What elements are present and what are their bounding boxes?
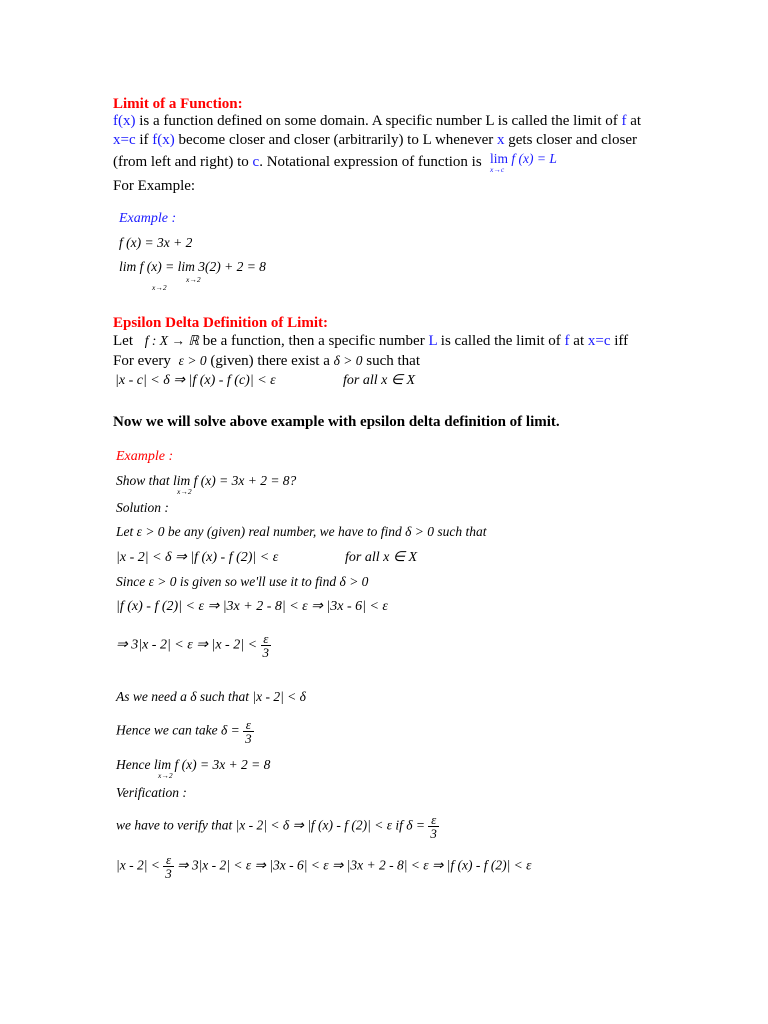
example2-hence-sub: x→2 bbox=[158, 771, 173, 780]
fraction-denominator: 3 bbox=[165, 866, 172, 881]
text-span: is called the limit of bbox=[440, 333, 561, 349]
limit-heading: Limit of a Function: bbox=[113, 96, 243, 112]
text-span: iff bbox=[614, 333, 629, 349]
text-span: become closer and closer (arbitrarily) to L whenever bbox=[174, 132, 498, 148]
fraction-denominator: 3 bbox=[245, 731, 252, 746]
text-span: . Notational expression of function is bbox=[259, 154, 482, 170]
example2-cond: |x - 2| < δ ⇒ |f (x) - f (2)| < ε bbox=[116, 550, 279, 565]
chain2-text: ⇒ 3|x - 2| < ε ⇒ |x - 2| < bbox=[116, 637, 258, 653]
xc-term: x=c bbox=[113, 132, 136, 148]
example2-verification: Verification : bbox=[116, 785, 187, 800]
fraction-numerator: ε bbox=[165, 852, 172, 867]
example2-chain2 bbox=[116, 632, 271, 659]
fx-term: f(x) bbox=[152, 132, 175, 148]
text-span: be a function, then a specific number bbox=[202, 333, 425, 349]
example2-let: Let ε > 0 be any (given) real number, we have to find δ > 0 such that bbox=[116, 524, 487, 539]
text-span: such that bbox=[366, 353, 421, 369]
verify-text: we have to verify that |x - 2| < δ ⇒ |f (x) - f (2)| < ε if δ = bbox=[116, 817, 426, 833]
fraction-numerator: ε bbox=[245, 717, 251, 732]
f-term: f bbox=[564, 333, 570, 349]
eps-over-3-fraction bbox=[428, 813, 439, 840]
example2-show-sub: x→2 bbox=[177, 487, 192, 496]
text-span: (from left and right) to bbox=[113, 154, 253, 170]
epsilon-forall: for all x ∈ X bbox=[343, 373, 416, 388]
hence-take-text: Hence we can take δ = bbox=[116, 722, 240, 738]
example2-label: Example : bbox=[116, 449, 174, 464]
example2-final bbox=[116, 853, 531, 880]
epsilon-condition: |x - c| < δ ⇒ |f (x) - f (c)| < ε bbox=[115, 373, 276, 388]
text-span: is a function defined on some domain. A specific number L is called the limit of bbox=[135, 113, 622, 129]
eps-expr: ε > 0 bbox=[178, 353, 207, 368]
example1-line1: f (x) = 3x + 2 bbox=[119, 235, 193, 250]
limit-notation bbox=[490, 151, 557, 174]
limit-notation-expr: f (x) = L bbox=[511, 151, 557, 166]
now-line: Now we will solve above example with epsilon delta definition of limit. bbox=[113, 414, 560, 430]
text-span: Let bbox=[113, 333, 133, 349]
example2-since: Since ε > 0 is given so we'll use it to find δ > 0 bbox=[116, 574, 369, 589]
example2-verify bbox=[116, 813, 439, 840]
limit-notation-sub: x→c bbox=[490, 165, 505, 174]
fraction-denominator: 3 bbox=[430, 826, 437, 841]
final-text-a: |x - 2| < bbox=[116, 857, 160, 873]
epsilon-line2 bbox=[113, 351, 420, 371]
x-term: x bbox=[497, 132, 505, 148]
fraction-denominator: 3 bbox=[262, 645, 270, 660]
fraction-numerator: ε bbox=[431, 812, 437, 827]
map-expr: f : X → ℝ bbox=[144, 333, 199, 348]
c-term: c bbox=[252, 154, 260, 170]
example2-forall: for all x ∈ X bbox=[345, 550, 418, 565]
example1-sub-left: x→2 bbox=[152, 283, 167, 292]
delta-expr: δ > 0 bbox=[333, 353, 363, 368]
eps-over-3-fraction bbox=[243, 718, 254, 745]
eps-over-3-fraction bbox=[261, 632, 272, 659]
lim-word: lim bbox=[490, 151, 509, 166]
example2-hence-lim: Hence lim f (x) = 3x + 2 = 8 bbox=[116, 757, 271, 772]
text-span: For every bbox=[113, 353, 171, 369]
f-term: f bbox=[621, 113, 627, 129]
text-span: if bbox=[135, 132, 153, 148]
example2-chain1: |f (x) - f (2)| < ε ⇒ |3x + 2 - 8| < ε ⇒ |3x - 6| < ε bbox=[116, 599, 388, 614]
limit-para-line3 bbox=[113, 152, 482, 172]
for-example-text: For Example: bbox=[113, 178, 196, 194]
xc-term: x=c bbox=[587, 333, 611, 349]
limit-para-line1 bbox=[113, 111, 641, 131]
L-term: L bbox=[428, 333, 438, 349]
example1-line2: lim f (x) = lim 3(2) + 2 = 8 bbox=[119, 259, 266, 274]
example2-asweneed: As we need a δ such that |x - 2| < δ bbox=[116, 689, 306, 704]
example1-label: Example : bbox=[119, 211, 177, 226]
fraction-numerator: ε bbox=[263, 631, 269, 646]
limit-para-line2 bbox=[113, 130, 637, 150]
example2-show: Show that lim f (x) = 3x + 2 = 8? bbox=[116, 473, 297, 488]
example1-sub-right: x→2 bbox=[186, 275, 201, 284]
fx-term: f(x) bbox=[113, 113, 136, 129]
text-span: (given) there exist a bbox=[210, 353, 330, 369]
example2-solution: Solution : bbox=[116, 500, 169, 515]
text-span: at bbox=[573, 333, 585, 349]
epsilon-line1 bbox=[113, 331, 628, 351]
epsilon-heading: Epsilon Delta Definition of Limit: bbox=[113, 315, 329, 331]
text-span: gets closer and closer bbox=[504, 132, 637, 148]
example2-hence-take bbox=[116, 718, 254, 745]
final-text-b: ⇒ 3|x - 2| < ε ⇒ |3x - 6| < ε ⇒ |3x + 2 - 8| < ε ⇒ |f (x) - f (2)| < ε bbox=[177, 857, 532, 873]
text-span: at bbox=[626, 113, 642, 129]
eps-over-3-fraction bbox=[163, 853, 174, 880]
